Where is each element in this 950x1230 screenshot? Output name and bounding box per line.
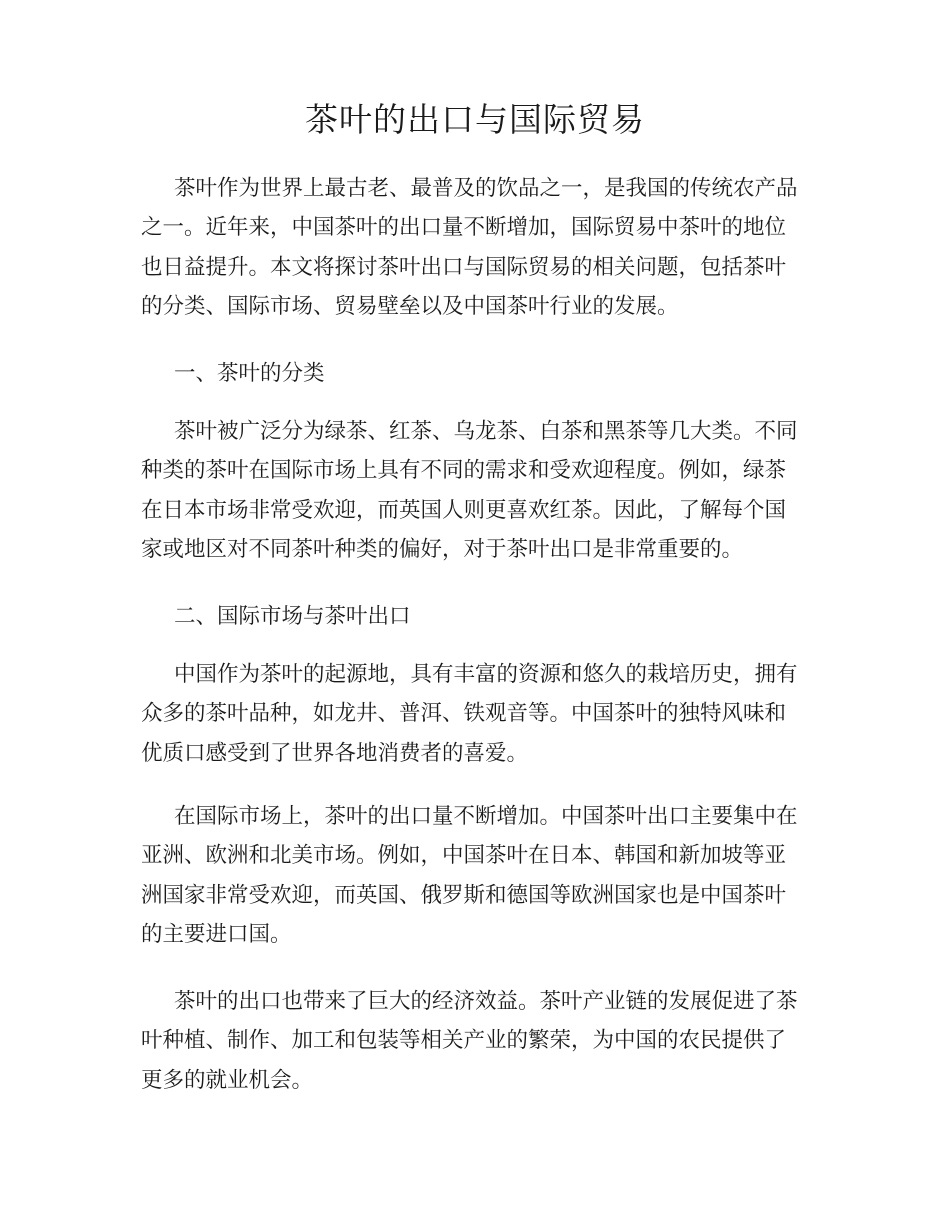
section-heading-market: 二、国际市场与茶叶出口 [174, 604, 411, 629]
paragraph-intro: 茶叶作为世界上最古老、最普及的饮品之一，是我国的传统农产品之一。近年来，中国茶叶的出口量不断增加，国际贸易中茶叶的地位也日益提升。本文将探讨茶叶出口与国际贸易的相关问题，包括茶叶的分类、国际市场、贸易壁垒以及中国茶叶行业的发展。 [141, 176, 798, 319]
section-heading-classification: 一、茶叶的分类 [174, 361, 325, 386]
paragraph-origin: 中国作为茶叶的起源地，具有丰富的资源和悠久的栽培历史，拥有众多的茶叶品种，如龙井、普洱、铁观音等。中国茶叶的独特风味和优质口感受到了世界各地消费者的喜爱。 [141, 662, 798, 766]
document-title: 茶叶的出口与国际贸易 [305, 100, 645, 139]
paragraph-export-markets: 在国际市场上，茶叶的出口量不断增加。中国茶叶出口主要集中在亚洲、欧洲和北美市场。例如，中国茶叶在日本、韩国和新加坡等亚洲国家非常受欢迎，而英国、俄罗斯和德国等欧洲国家也是中国茶叶的主要进口国。 [141, 804, 798, 947]
paragraph-economic-benefit: 茶叶的出口也带来了巨大的经济效益。茶叶产业链的发展促进了茶叶种植、制作、加工和包装等相关产业的繁荣，为中国的农民提供了更多的就业机会。 [141, 989, 798, 1093]
paragraph-classification: 茶叶被广泛分为绿茶、红茶、乌龙茶、白茶和黑茶等几大类。不同种类的茶叶在国际市场上具有不同的需求和受欢迎程度。例如，绿茶在日本市场非常受欢迎，而英国人则更喜欢红茶。因此，了解每个国家或地区对不同茶叶种类的偏好，对于茶叶出口是非常重要的。 [141, 419, 798, 562]
